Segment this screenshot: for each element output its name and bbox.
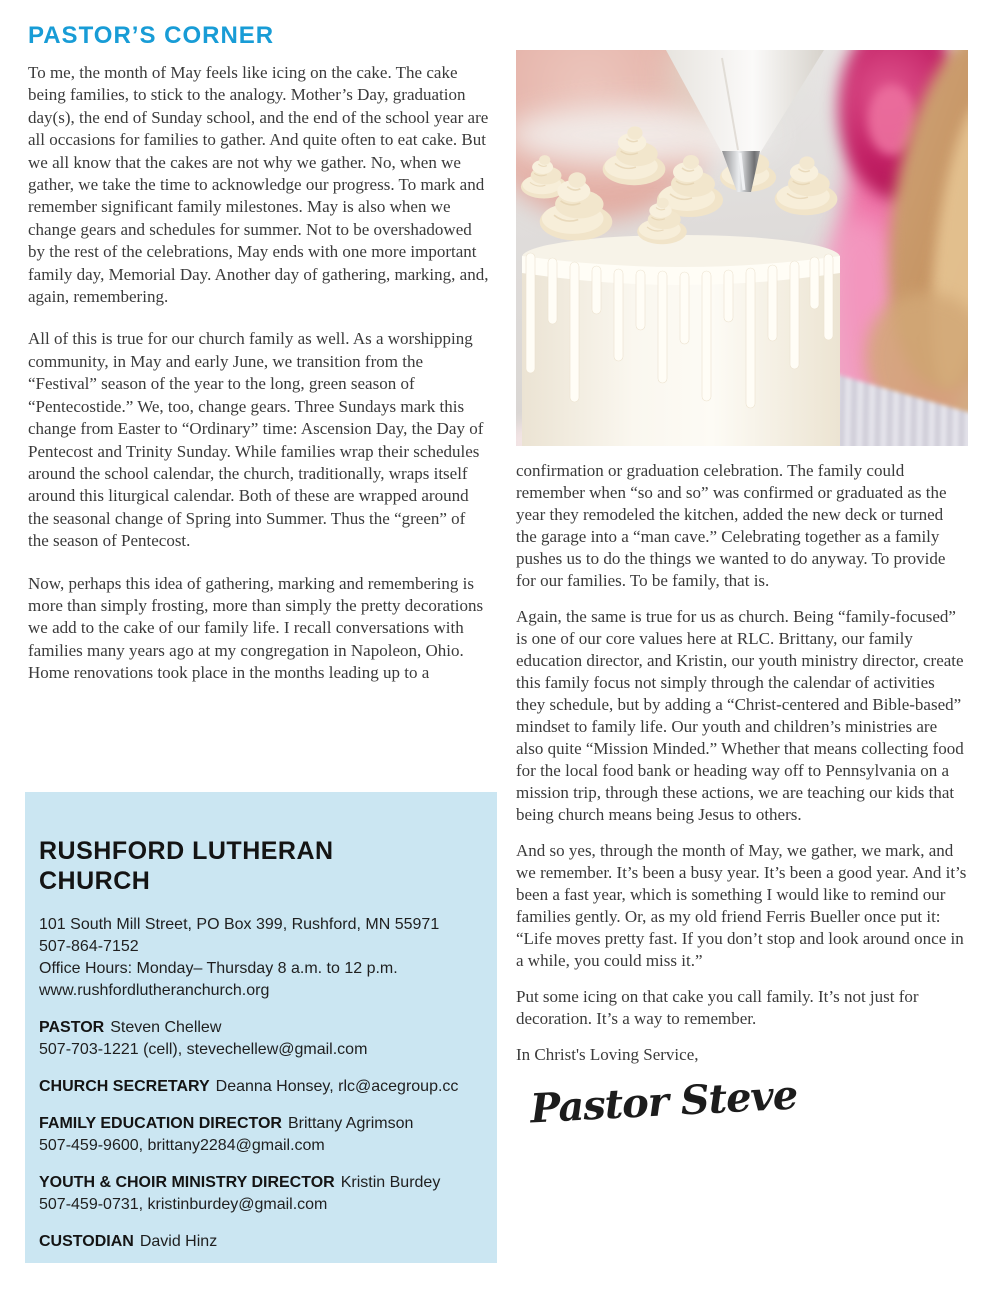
staff-label: PASTOR (39, 1019, 105, 1036)
paragraph-icing-on-cake: To me, the month of May feels like icing on the cake. The cake being families, to stick to the analogy. Mother’s Day, graduation day(s), the end of Sunday school, and the end of the school year are all occasions for families to gather. And quite often to eat cake. But we all know that the cakes are not why we gather. No, when we gather, we take the time to acknowledge our progress. To mark and remember significant family milestones. May is also when we change gears and schedules for summer. Not to be overshadowed by the rest of the celebrations, May ends with one more important family day, Memorial Day. Another day of gathering, marking, and, again, remembering. (28, 63, 489, 307)
staff-name: Steven Chellew (110, 1019, 222, 1036)
church-address-block (39, 914, 473, 1002)
staff-label: CUSTODIAN (39, 1233, 134, 1250)
paragraph-put-some-icing: Put some icing on that cake you call family. It’s not just for decoration. It’s a way to remember. (516, 987, 919, 1028)
right-text-column (516, 50, 968, 1133)
cake-illustration (516, 50, 968, 446)
paragraph-confirmation: confirmation or graduation celebration. The family could remember when “so and so” was confirmed or graduated as the year they remodeled the kitchen, added the new deck or turned the garage into a “man cave.” Celebrating together as a family pushes us to do the things we wanted to do anyway. To provide for our families. To be family, that is. (516, 461, 947, 590)
frosting-swirls (521, 126, 837, 244)
church-name: RUSHFORD LUTHERAN CHURCH (39, 837, 334, 895)
staff-entry-secretary (39, 1076, 473, 1098)
website-line: www.rushfordlutheranchurch.org (39, 982, 270, 999)
cake-photo (516, 50, 968, 446)
phone-line: 507-864-7152 (39, 938, 139, 955)
staff-entry-pastor (39, 1017, 473, 1061)
staff-contact: 507-459-0731, kristinburdey@gmail.com (39, 1196, 328, 1213)
church-info-box (25, 792, 497, 1263)
piping-bag (666, 50, 824, 153)
staff-entry-family-education (39, 1113, 473, 1157)
paragraph-family-focused: Again, the same is true for us as church. Being “family-focused” is one of our core values here at RLC. Brittany, our family education director, and Kristin, our youth ministry director, create this family focus not simply through the calendar of activities they schedule, but by adding a “Christ-centered and Bible-based” mindset to family life. Our youth and children’s ministries are also quite “Mission Minded.” Whether that means collecting food for the local food bank or heading way off to Pennsylvania on a mission trip, through these actions, we are teaching our kids that being church means being Jesus to others. (516, 607, 964, 824)
closing-line: In Christ's Loving Service, (516, 1045, 699, 1064)
staff-contact: 507-459-9600, brittany2284@gmail.com (39, 1137, 325, 1154)
paragraph-and-so-yes: And so yes, through the month of May, we gather, we mark, and we remember. It’s been a busy year. It’s been a good year. And it’s been a fast year, which is something I would like to remind our families gently. Or, as my old friend Ferris Bueller once put it: “Life moves pretty fast. If you don’t stop and look around once in a while, you could miss it.” (516, 841, 967, 970)
staff-entry-youth-choir (39, 1172, 473, 1216)
staff-name: Kristin Burdey (340, 1174, 441, 1191)
right-text-block (516, 460, 968, 1030)
office-hours-line: Office Hours: Monday– Thursday 8 a.m. to 12 p.m. (39, 960, 398, 977)
page-title: PASTOR’S CORNER (28, 22, 275, 49)
staff-name: Deanna Honsey, rlc@acegroup.cc (215, 1078, 459, 1095)
staff-contact: 507-703-1221 (cell), stevechellew@gmail.com (39, 1041, 368, 1058)
staff-label: FAMILY EDUCATION DIRECTOR (39, 1115, 282, 1132)
paragraph-gathering-marking: Now, perhaps this idea of gathering, marking and remembering is more than simply frosting, more than simply the pretty decorations we add to the cake of our family life. I recall conversations with families many years ago at my congregation in Napoleon, Ohio. Home renovations took place in the months leading up to a (28, 573, 484, 683)
staff-entry-custodian (39, 1231, 473, 1253)
left-text-column (28, 62, 490, 705)
staff-label: CHURCH SECRETARY (39, 1078, 210, 1095)
paragraph-church-family: All of this is true for our church family as well. As a worshipping community, in May and early June, we transition from the “Festival” season of the year to the long, green season of “Pentecostide.” We, too, change gears. Three Sundays mark this change from Easter to “Ordinary” time: Ascension Day, the Day of Pentecost and Trinity Sunday. While families wrap their schedules around the school calendar, the church, traditionally, wraps itself around this liturgical calendar. Both of these are wrapped around the seasonal change of Spring into Summer. Thus the “green” of the season of Pentecost. (28, 329, 484, 551)
pastor-signature: Pastor Steve (529, 1071, 799, 1133)
staff-name: Brittany Agrimson (287, 1115, 414, 1132)
address-line: 101 South Mill Street, PO Box 399, Rushford, MN 55971 (39, 916, 440, 933)
staff-name: David Hinz (139, 1233, 218, 1250)
staff-label: YOUTH & CHOIR MINISTRY DIRECTOR (39, 1174, 335, 1191)
